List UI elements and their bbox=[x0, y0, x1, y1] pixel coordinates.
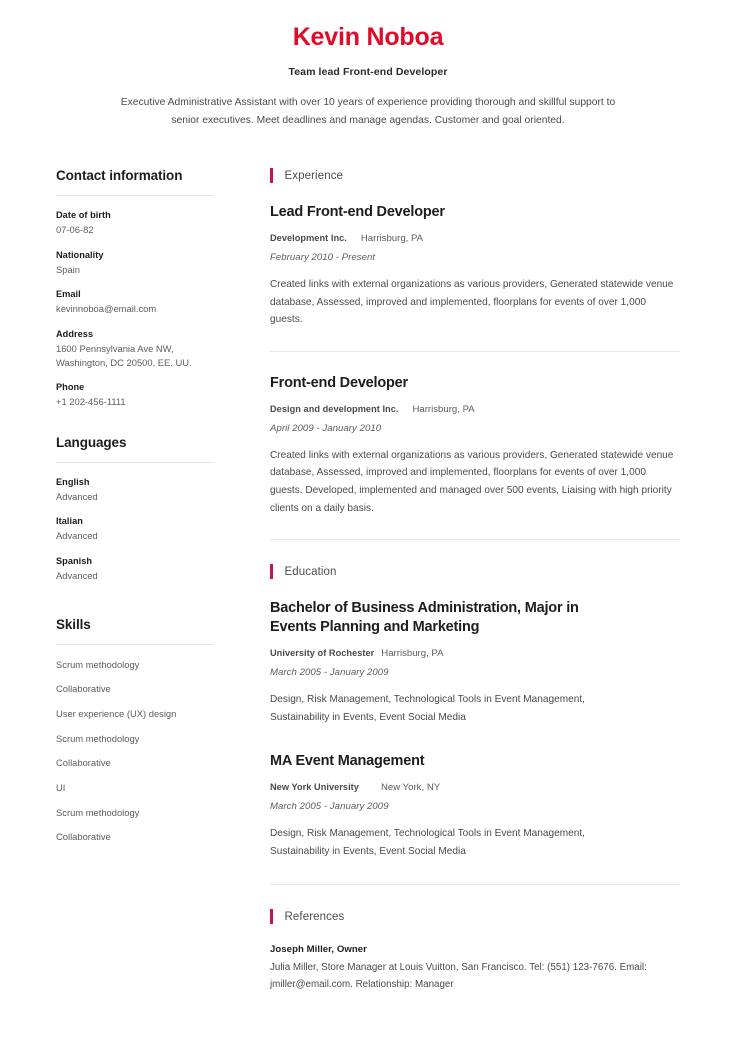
entry-title: MA Event Management bbox=[270, 753, 425, 770]
entry-meta bbox=[270, 233, 680, 244]
entry-location: Harrisburg, PA bbox=[412, 403, 475, 415]
education-entry bbox=[270, 599, 680, 726]
main-content bbox=[228, 168, 680, 994]
list-item: UI bbox=[56, 782, 66, 794]
entry-description: Created links with external organizations as various providers, Generated statewide venue database, Assessed, improved and implemented, floorplans for events of over 1,000 guests. bbox=[270, 278, 674, 326]
entry-location: Harrisburg, PA bbox=[360, 232, 424, 244]
entry-organization: Development Inc. bbox=[270, 232, 347, 243]
language-item-italian bbox=[56, 516, 214, 543]
entry-title: Front-end Developer bbox=[270, 374, 408, 391]
section-references bbox=[270, 909, 680, 993]
entry-date-range: April 2009 - January 2010 bbox=[270, 422, 382, 434]
contact-label: Phone bbox=[56, 382, 85, 393]
contact-label: Address bbox=[56, 328, 94, 339]
language-item-english bbox=[56, 477, 214, 504]
resume-header bbox=[0, 0, 736, 130]
experience-entry bbox=[270, 203, 680, 329]
section-header-references bbox=[270, 909, 680, 924]
divider bbox=[56, 644, 214, 645]
entry-date-range: February 2010 - Present bbox=[270, 251, 376, 263]
divider bbox=[56, 462, 214, 463]
section-marker-bar-icon bbox=[270, 564, 273, 579]
entry-description: Design, Risk Management, Technological Tools in Event Management, Sustainability in Events, Event Social Media bbox=[270, 828, 585, 857]
language-level: Advanced bbox=[56, 490, 98, 502]
entry-title: Bachelor of Business Administration, Major in Events Planning and Marketing bbox=[270, 600, 579, 636]
reference-detail: Julia Miller, Store Manager at Louis Vuitton, San Francisco. Tel: (551) 123-7676. Email: jmiller@email.com. Relationship: Manager bbox=[270, 962, 647, 991]
section-title: Education bbox=[284, 565, 337, 578]
language-label: Spanish bbox=[56, 556, 93, 567]
section-education bbox=[270, 564, 680, 860]
reference-name: Joseph Miller, Owner bbox=[270, 944, 367, 956]
entry-date-range: March 2005 - January 2009 bbox=[270, 667, 389, 678]
section-experience bbox=[270, 168, 680, 517]
reference-entry bbox=[270, 944, 680, 993]
list-item: Collaborative bbox=[56, 757, 111, 769]
sidebar bbox=[56, 168, 228, 870]
section-header-experience bbox=[270, 168, 680, 183]
sidebar-section-languages bbox=[56, 435, 214, 583]
contact-item-date-of-birth bbox=[56, 210, 214, 237]
section-header-education bbox=[270, 564, 680, 579]
contact-item-address bbox=[56, 329, 214, 369]
contact-value[interactable]: +1 202-456-1111 bbox=[56, 396, 126, 408]
language-item-spanish bbox=[56, 556, 214, 583]
list-item: Scrum methodology bbox=[56, 658, 140, 670]
language-level: Advanced bbox=[56, 570, 98, 582]
profile-summary: Executive Administrative Assistant with over 10 years of experience providing thorough and skillful support to senior executives. Meet deadlines and manage agendas. Customer and goal oriented. bbox=[120, 97, 616, 127]
language-label: English bbox=[56, 476, 90, 487]
education-entry bbox=[270, 752, 680, 860]
entry-title: Lead Front-end Developer bbox=[270, 204, 445, 221]
contact-label: Email bbox=[56, 289, 81, 300]
page-title: Kevin Noboa bbox=[292, 23, 444, 51]
section-marker-bar-icon bbox=[270, 909, 273, 924]
divider bbox=[270, 351, 680, 352]
job-title-subtitle: Team lead Front-end Developer bbox=[288, 66, 448, 78]
experience-entry bbox=[270, 374, 680, 517]
contact-value[interactable]: kevinnoboa@email.com bbox=[56, 303, 157, 315]
language-level: Advanced bbox=[56, 530, 98, 542]
sidebar-title-skills: Skills bbox=[56, 616, 91, 632]
section-title: Experience bbox=[284, 169, 344, 182]
entry-date-range: March 2005 - January 2009 bbox=[270, 801, 389, 813]
contact-label: Nationality bbox=[56, 249, 104, 260]
list-item: User experience (UX) design bbox=[56, 708, 177, 720]
list-item: Collaborative bbox=[56, 683, 111, 695]
contact-value: 1600 Pennsylvania Ave NW, Washington, DC 20500, EE. UU. bbox=[56, 342, 192, 368]
contact-label: Date of birth bbox=[56, 210, 111, 221]
list-item: Scrum methodology bbox=[56, 806, 140, 818]
divider bbox=[270, 884, 680, 885]
language-label: Italian bbox=[56, 516, 83, 527]
sidebar-title-languages: Languages bbox=[56, 434, 127, 450]
sidebar-title-contact: Contact information bbox=[56, 168, 183, 184]
list-item: Scrum methodology bbox=[56, 732, 140, 744]
entry-location: Harrisburg, PA bbox=[381, 648, 444, 659]
divider bbox=[270, 539, 680, 540]
entry-description: Design, Risk Management, Technological Tools in Event Management, Sustainability in Events, Event Social Media bbox=[270, 694, 585, 723]
entry-location: New York, NY bbox=[380, 782, 441, 794]
list-item: Collaborative bbox=[56, 831, 111, 843]
contact-value: Spain bbox=[56, 263, 80, 275]
entry-organization: Design and development Inc. bbox=[270, 403, 399, 414]
entry-meta bbox=[270, 782, 680, 793]
sidebar-section-contact bbox=[56, 168, 214, 409]
entry-organization: University of Rochester bbox=[270, 648, 375, 658]
sidebar-section-skills bbox=[56, 617, 214, 845]
divider bbox=[56, 195, 214, 196]
resume-body bbox=[0, 130, 736, 994]
entry-meta bbox=[270, 404, 680, 415]
section-marker-bar-icon bbox=[270, 168, 273, 183]
section-title: References bbox=[284, 910, 345, 923]
contact-item-nationality bbox=[56, 250, 214, 277]
contact-value: 07-06-82 bbox=[56, 224, 94, 236]
contact-item-phone bbox=[56, 382, 214, 409]
entry-meta bbox=[270, 648, 680, 659]
entry-description: Created links with external organizations as various providers, Generated statewide venue database, Assessed, improved and implemented, floorplans for events of over 1,000 guests. Developed, implemented and managed over 500 events, Liaising with high priority clients on a daily basis. bbox=[270, 449, 674, 514]
entry-organization: New York University bbox=[270, 782, 359, 793]
contact-item-email bbox=[56, 289, 214, 316]
